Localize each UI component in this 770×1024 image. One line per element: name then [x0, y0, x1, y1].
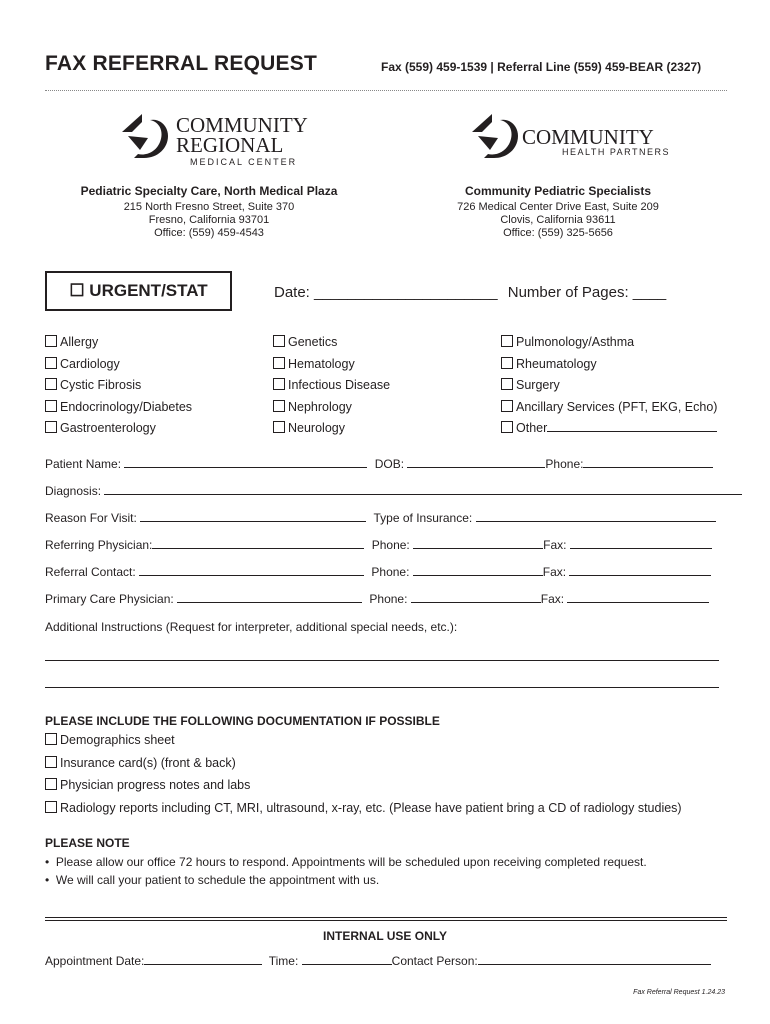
- location-address2: Clovis, California 93611: [500, 214, 616, 226]
- documentation-list: [45, 733, 682, 823]
- specialty-item[interactable]: Hematology: [273, 357, 390, 379]
- checkbox-icon[interactable]: [273, 400, 285, 412]
- form-version: Fax Referral Request 1.24.23: [633, 989, 725, 996]
- specialty-col-3: [501, 335, 717, 443]
- pcp-row: [45, 592, 709, 606]
- pcp-phone-input[interactable]: [411, 592, 541, 603]
- doc-item[interactable]: Demographics sheet: [45, 733, 682, 756]
- checkbox-icon[interactable]: [501, 421, 513, 433]
- internal-divider: [45, 920, 727, 921]
- additional-instructions-line[interactable]: [45, 660, 719, 661]
- location-name: Community Pediatric Specialists: [464, 184, 652, 198]
- dob-input[interactable]: [407, 457, 545, 468]
- specialty-item[interactable]: Gastroenterology: [45, 421, 192, 443]
- contact-person-label: Contact Person:: [391, 954, 478, 968]
- checkbox-icon[interactable]: [45, 421, 57, 433]
- checkbox-icon[interactable]: [45, 378, 57, 390]
- patient-row: [45, 457, 713, 471]
- specialty-item[interactable]: Pulmonology/Asthma: [501, 335, 717, 357]
- logo-right-line1: COMMUNITY: [522, 125, 654, 149]
- checkbox-icon[interactable]: [501, 400, 513, 412]
- phone-label: Phone:: [371, 565, 410, 579]
- reason-label: Reason For Visit:: [45, 511, 137, 525]
- other-specialty-input[interactable]: [547, 421, 717, 432]
- location-right: [418, 184, 698, 240]
- internal-heading: INTERNAL USE ONLY: [322, 929, 448, 943]
- doc-item[interactable]: Physician progress notes and labs: [45, 778, 682, 801]
- fax-label: Fax:: [542, 565, 567, 579]
- referral-contact-row: [45, 565, 711, 579]
- referring-physician-input[interactable]: [152, 538, 364, 549]
- header-divider: [45, 90, 727, 91]
- diagnosis-input[interactable]: [104, 484, 742, 495]
- date-pages-row: [274, 284, 666, 301]
- reason-input[interactable]: [140, 511, 366, 522]
- doc-item[interactable]: Radiology reports including CT, MRI, ultrasound, x-ray, etc. (Please have patient bring a CD of radiology studies): [45, 801, 682, 824]
- location-address2: Fresno, California 93701: [148, 214, 270, 226]
- referral-contact-label: Referral Contact:: [45, 565, 136, 579]
- insurance-input[interactable]: [476, 511, 716, 522]
- diagnosis-row: [45, 484, 742, 498]
- community-health-partners-logo: [470, 108, 671, 160]
- specialty-item[interactable]: Cystic Fibrosis: [45, 378, 192, 400]
- urgent-stat-label: ☐ URGENT/STAT: [69, 281, 208, 300]
- specialty-item[interactable]: Nephrology: [273, 400, 390, 422]
- urgent-stat-checkbox[interactable]: [45, 271, 232, 311]
- note-item: • We will call your patient to schedule the appointment with us.: [45, 873, 380, 887]
- logo-left-line3: MEDICAL CENTER: [190, 157, 298, 167]
- specialty-item[interactable]: Infectious Disease: [273, 378, 390, 400]
- specialty-col-2: [273, 335, 390, 443]
- specialty-item[interactable]: Allergy: [45, 335, 192, 357]
- specialty-item[interactable]: Cardiology: [45, 357, 192, 379]
- checkbox-icon[interactable]: [45, 756, 57, 768]
- referring-fax-input[interactable]: [570, 538, 712, 549]
- logo-left-line2: REGIONAL: [176, 133, 284, 157]
- patient-name-input[interactable]: [124, 457, 367, 468]
- documentation-heading: PLEASE INCLUDE THE FOLLOWING DOCUMENTATION IF POSSIBLE: [45, 714, 440, 728]
- referral-contact-input[interactable]: [139, 565, 364, 576]
- location-phone: Office: (559) 325-5656: [503, 227, 613, 239]
- phone-label: Phone:: [369, 592, 408, 606]
- diagnosis-label: Diagnosis:: [45, 484, 102, 498]
- specialty-item[interactable]: Ancillary Services (PFT, EKG, Echo): [501, 400, 717, 422]
- doc-item[interactable]: Insurance card(s) (front & back): [45, 756, 682, 779]
- pcp-label: Primary Care Physician:: [45, 592, 174, 606]
- checkbox-icon[interactable]: [45, 733, 57, 745]
- fax-label: Fax:: [540, 592, 565, 606]
- logo-right-line2: HEALTH PARTNERS: [562, 147, 671, 157]
- additional-instructions-line[interactable]: [45, 687, 719, 688]
- phone-label: Phone:: [371, 538, 410, 552]
- specialty-item[interactable]: Neurology: [273, 421, 390, 443]
- reason-row: [45, 511, 716, 525]
- checkbox-icon[interactable]: [45, 335, 57, 347]
- checkbox-icon[interactable]: [45, 357, 57, 369]
- contact-line: Fax (559) 459-1539 | Referral Line (559) 459-BEAR (2327): [381, 60, 702, 74]
- referring-phone-input[interactable]: [413, 538, 543, 549]
- checkbox-icon[interactable]: [273, 421, 285, 433]
- checkbox-icon[interactable]: [273, 335, 285, 347]
- location-name: Pediatric Specialty Care, North Medical Plaza: [80, 184, 338, 198]
- fax-label: Fax:: [543, 538, 567, 552]
- contact-person-input[interactable]: [478, 954, 711, 965]
- specialty-col-1: [45, 335, 192, 443]
- location-phone: Office: (559) 459-4543: [154, 227, 264, 239]
- form-title: FAX REFERRAL REQUEST: [45, 52, 317, 75]
- date-field[interactable]: Date: ______________________: [274, 284, 498, 301]
- internal-row: [45, 954, 711, 968]
- specialty-item[interactable]: Rheumatology: [501, 357, 717, 379]
- note-list: [45, 855, 647, 891]
- checkbox-icon[interactable]: [501, 357, 513, 369]
- pcp-input[interactable]: [177, 592, 362, 603]
- dob-label: DOB:: [374, 457, 405, 471]
- checkbox-icon[interactable]: [273, 378, 285, 390]
- contact-phone-input[interactable]: [413, 565, 543, 576]
- checkbox-icon[interactable]: [45, 778, 57, 790]
- appointment-date-input[interactable]: [144, 954, 262, 965]
- patient-name-label: Patient Name:: [45, 457, 122, 471]
- specialty-item[interactable]: Surgery: [501, 378, 717, 400]
- phone-label: Phone:: [545, 457, 584, 471]
- time-label: Time:: [268, 954, 299, 968]
- checkbox-icon[interactable]: [501, 378, 513, 390]
- location-address1: 726 Medical Center Drive East, Suite 209: [457, 201, 659, 213]
- specialty-item[interactable]: Other: [501, 421, 717, 443]
- internal-divider: [45, 917, 727, 918]
- note-item: • Please allow our office 72 hours to respond. Appointments will be scheduled upon receiving completed request.: [45, 855, 647, 869]
- checkbox-icon[interactable]: [45, 801, 57, 813]
- location-address1: 215 North Fresno Street, Suite 370: [123, 201, 295, 213]
- pcp-fax-input[interactable]: [567, 592, 709, 603]
- checkbox-icon[interactable]: [45, 400, 57, 412]
- checkbox-icon[interactable]: [273, 357, 285, 369]
- time-input[interactable]: [302, 954, 392, 965]
- specialty-item[interactable]: Endocrinology/Diabetes: [45, 400, 192, 422]
- insurance-label: Type of Insurance:: [373, 511, 473, 525]
- logo-mark-icon: [122, 114, 168, 158]
- referring-row: [45, 538, 712, 552]
- additional-instructions-label: Additional Instructions (Request for interpreter, additional special needs, etc.):: [45, 620, 458, 634]
- specialty-item[interactable]: Genetics: [273, 335, 390, 357]
- community-regional-logo: [120, 108, 308, 170]
- logo-left-line1: COMMUNITY: [176, 113, 308, 137]
- checkbox-icon[interactable]: [501, 335, 513, 347]
- referring-physician-label: Referring Physician:: [45, 538, 153, 552]
- appointment-date-label: Appointment Date:: [45, 954, 145, 968]
- contact-fax-input[interactable]: [569, 565, 711, 576]
- logo-mark-icon: [472, 114, 518, 158]
- note-heading: PLEASE NOTE: [45, 836, 130, 850]
- pages-field[interactable]: Number of Pages: ____: [507, 284, 667, 301]
- location-left: [45, 184, 373, 240]
- patient-phone-input[interactable]: [583, 457, 713, 468]
